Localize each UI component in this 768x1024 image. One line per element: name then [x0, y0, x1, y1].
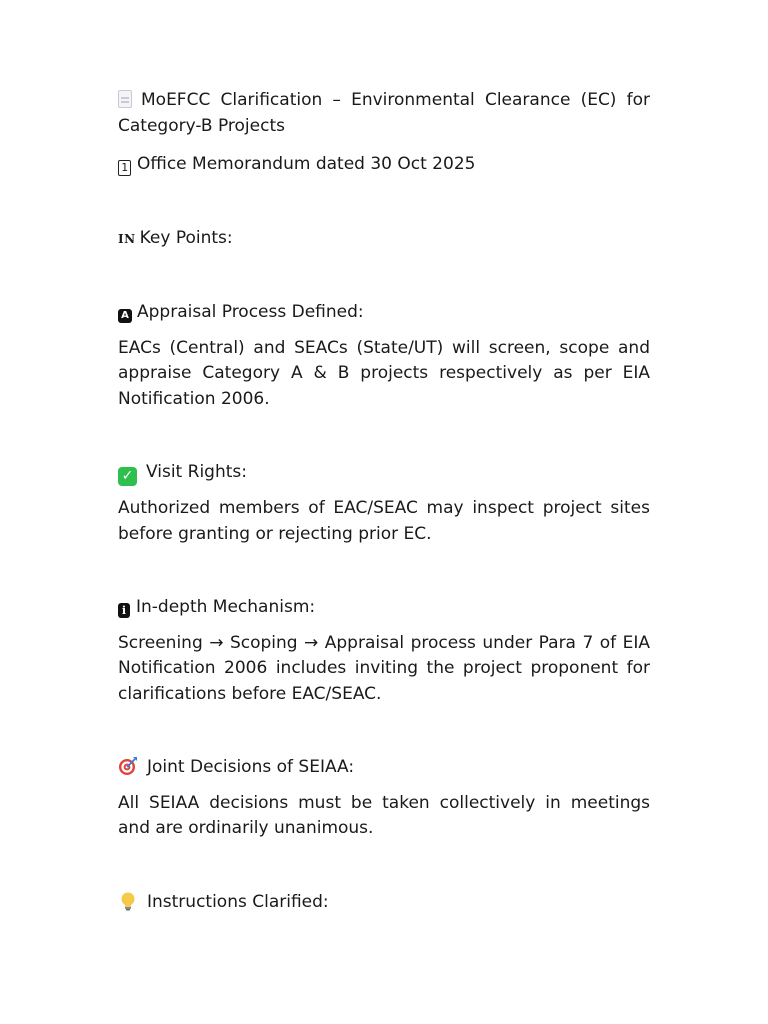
joint-heading-text: Joint Decisions of SEIAA:: [147, 757, 355, 777]
input-numbers-icon: IN: [118, 231, 136, 246]
mechanism-heading-text: In-depth Mechanism:: [136, 597, 316, 617]
visit-heading-text: Visit Rights:: [146, 462, 247, 482]
title-text: MoEFCC Clarification – Environmental Clearance (EC) for Category-B Projects: [118, 90, 650, 136]
section-heading-visit: [118, 460, 650, 486]
check-mark-icon: ✓: [118, 467, 137, 486]
light-bulb-icon: [118, 891, 138, 911]
section-heading-joint: [118, 755, 650, 781]
section-heading-instructions: [118, 890, 650, 916]
appraisal-heading-text: Appraisal Process Defined:: [137, 302, 364, 322]
document: [118, 88, 650, 915]
memo-line: [118, 152, 650, 178]
key-points-label: [118, 226, 650, 253]
key-points-text: Key Points:: [139, 227, 233, 248]
section-heading-appraisal: [118, 300, 650, 326]
section-body-joint: All SEIAA decisions must be taken collectively in meetings and are ordinarily unanimous.: [118, 792, 650, 838]
section-body-visit: Authorized members of EAC/SEAC may inspect project sites before granting or rejecting prior EC.: [118, 498, 650, 544]
memo-text: Office Memorandum dated 30 Oct 2025: [137, 154, 476, 174]
page-facing-up-icon: [118, 90, 132, 108]
section-body-appraisal: EACs (Central) and SEACs (State/UT) will screen, scope and appraise Category A & B projects respectively as per EIA Notification 2006.: [118, 337, 650, 409]
target-icon: [118, 756, 138, 776]
keycap-one-icon: 1: [118, 160, 131, 176]
document-title: [118, 88, 650, 139]
information-icon: i: [118, 603, 130, 618]
section-body-mechanism: Screening → Scoping → Appraisal process under Para 7 of EIA Notification 2006 includes inviting the project proponent for clarifications before EAC/SEAC.: [118, 632, 650, 704]
section-heading-mechanism: [118, 595, 650, 621]
letter-a-icon: A: [118, 309, 132, 323]
instructions-heading-text: Instructions Clarified:: [147, 891, 329, 912]
